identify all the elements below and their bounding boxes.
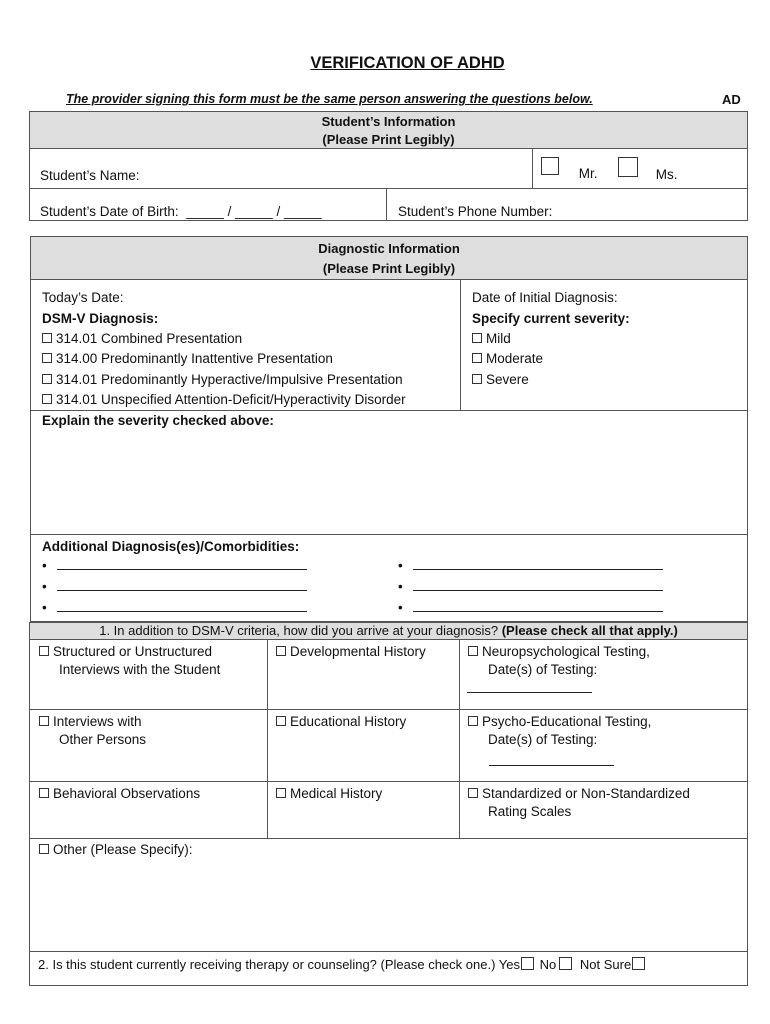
dsm-option[interactable] xyxy=(42,372,403,387)
method-interviews-others[interactable] xyxy=(39,713,146,749)
question-2-row xyxy=(38,957,645,972)
diagnostic-subtitle: (Please Print Legibly) xyxy=(322,261,456,276)
method-developmental-history[interactable] xyxy=(276,643,426,661)
method-label-cont: Interviews with the Student xyxy=(59,662,221,677)
checkbox[interactable] xyxy=(42,333,52,343)
checkbox[interactable] xyxy=(472,374,482,384)
question-1-hint: (Please check all that apply.) xyxy=(501,623,678,638)
page-title: VERIFICATION OF ADHD xyxy=(310,54,505,72)
not-sure-label: Not Sure xyxy=(579,957,632,972)
method-neuropsych-testing[interactable] xyxy=(468,643,650,679)
comorbidity-line[interactable]: • xyxy=(398,578,663,594)
method-label: Standardized or Non-Standardized xyxy=(482,786,690,801)
severity-option-label: Severe xyxy=(486,372,529,387)
yes-checkbox[interactable] xyxy=(521,957,534,970)
comorbidity-line[interactable]: • xyxy=(42,599,307,615)
dsm-option-label: 314.00 Predominantly Inattentive Presentation xyxy=(56,351,333,366)
no-checkbox[interactable] xyxy=(559,957,572,970)
dsm-option[interactable] xyxy=(42,351,333,366)
student-info-subtitle: (Please Print Legibly) xyxy=(322,132,455,147)
phone-label: Student’s Phone Number: xyxy=(398,204,553,219)
method-label: Neuropsychological Testing, xyxy=(482,644,650,659)
ms-option[interactable] xyxy=(618,157,678,182)
diagnostic-header xyxy=(31,237,747,280)
severity-option-label: Moderate xyxy=(486,351,544,366)
diagnostic-title: Diagnostic Information xyxy=(318,241,460,256)
checkbox[interactable] xyxy=(39,716,49,726)
dsm-option[interactable] xyxy=(42,331,242,346)
method-other[interactable] xyxy=(39,841,193,859)
method-label: Behavioral Observations xyxy=(53,786,201,801)
method-label: Psycho-Educational Testing, xyxy=(482,714,652,729)
method-label-cont: Other Persons xyxy=(59,732,147,747)
method-rating-scales[interactable] xyxy=(468,785,690,821)
checkbox[interactable] xyxy=(276,788,286,798)
method-label: Structured or Unstructured xyxy=(53,644,213,659)
form-code: AD xyxy=(722,92,741,107)
method-label-cont: Date(s) of Testing: xyxy=(488,732,598,747)
method-structured-interviews[interactable] xyxy=(39,643,220,679)
diagnostic-section xyxy=(30,236,748,622)
severity-option[interactable] xyxy=(472,331,511,346)
additional-diagnosis-label: Additional Diagnosis(es)/Comorbidities: xyxy=(42,539,300,554)
mr-option[interactable] xyxy=(541,157,598,181)
method-label-cont: Date(s) of Testing: xyxy=(488,662,598,677)
comorbidity-line[interactable]: • xyxy=(42,578,307,594)
explain-label: Explain the severity checked above: xyxy=(42,413,274,428)
question-1-header xyxy=(30,623,747,640)
dob-field[interactable]: _____ / _____ / _____ xyxy=(186,204,322,219)
severity-option-label: Mild xyxy=(486,331,511,346)
question-1-section xyxy=(29,622,748,986)
question-2-label: 2. Is this student currently receiving therapy or counseling? (Please check one.) xyxy=(38,957,496,972)
student-info-header xyxy=(30,112,747,149)
dsm-option-label: 314.01 Combined Presentation xyxy=(56,331,243,346)
student-info-section xyxy=(29,111,748,221)
checkbox[interactable] xyxy=(42,374,52,384)
provider-notice: The provider signing this form must be the same person answering the questions below. xyxy=(66,92,593,106)
yes-label: Yes xyxy=(498,957,521,972)
method-label: Medical History xyxy=(290,786,383,801)
method-label: Interviews with xyxy=(53,714,142,729)
dob-row xyxy=(40,204,322,219)
checkbox[interactable] xyxy=(276,716,286,726)
method-medical-history[interactable] xyxy=(276,785,382,803)
ms-label: Ms. xyxy=(655,166,678,182)
checkbox[interactable] xyxy=(39,646,49,656)
method-educational-history[interactable] xyxy=(276,713,406,731)
dob-label: Student’s Date of Birth: xyxy=(40,204,179,219)
checkbox[interactable] xyxy=(468,646,478,656)
checkbox[interactable] xyxy=(468,788,478,798)
checkbox[interactable] xyxy=(468,716,478,726)
neuropsych-date-line[interactable] xyxy=(467,680,592,693)
method-label: Educational History xyxy=(290,714,407,729)
checkbox[interactable] xyxy=(42,394,52,404)
method-psychoeducational-testing[interactable] xyxy=(468,713,651,749)
mr-label: Mr. xyxy=(578,165,598,181)
dsm-option[interactable] xyxy=(42,392,406,407)
comorbidity-line[interactable]: • xyxy=(398,557,663,573)
severity-option[interactable] xyxy=(472,351,543,366)
todays-date-label: Today’s Date: xyxy=(42,290,124,305)
student-info-title: Student’s Information xyxy=(321,114,456,129)
dsm-option-label: 314.01 Predominantly Hyperactive/Impulsive Presentation xyxy=(56,372,403,387)
student-name-label: Student’s Name: xyxy=(40,168,140,183)
psychoeducational-date-line[interactable] xyxy=(489,753,614,766)
not-sure-checkbox[interactable] xyxy=(632,957,645,970)
checkbox[interactable] xyxy=(39,844,49,854)
dsm-option-label: 314.01 Unspecified Attention-Deficit/Hyperactivity Disorder xyxy=(56,392,406,407)
ms-checkbox[interactable] xyxy=(618,157,638,177)
checkbox[interactable] xyxy=(42,353,52,363)
method-label-cont: Rating Scales xyxy=(488,804,572,819)
no-label: No xyxy=(539,957,557,972)
dsm-label: DSM-V Diagnosis: xyxy=(42,311,159,326)
other-label: Other (Please Specify): xyxy=(53,842,193,857)
comorbidity-line[interactable]: • xyxy=(398,599,663,615)
checkbox[interactable] xyxy=(472,353,482,363)
checkbox[interactable] xyxy=(472,333,482,343)
initial-diagnosis-label: Date of Initial Diagnosis: xyxy=(472,290,618,305)
checkbox[interactable] xyxy=(276,646,286,656)
comorbidity-line[interactable]: • xyxy=(42,557,307,573)
severity-label: Specify current severity: xyxy=(472,311,630,326)
question-1-label: 1. In addition to DSM-V criteria, how did you arrive at your diagnosis? xyxy=(99,623,499,638)
severity-option[interactable] xyxy=(472,372,529,387)
mr-checkbox[interactable] xyxy=(541,157,559,175)
method-label: Developmental History xyxy=(290,644,426,659)
checkbox[interactable] xyxy=(39,788,49,798)
method-behavioral-observations[interactable] xyxy=(39,785,200,803)
